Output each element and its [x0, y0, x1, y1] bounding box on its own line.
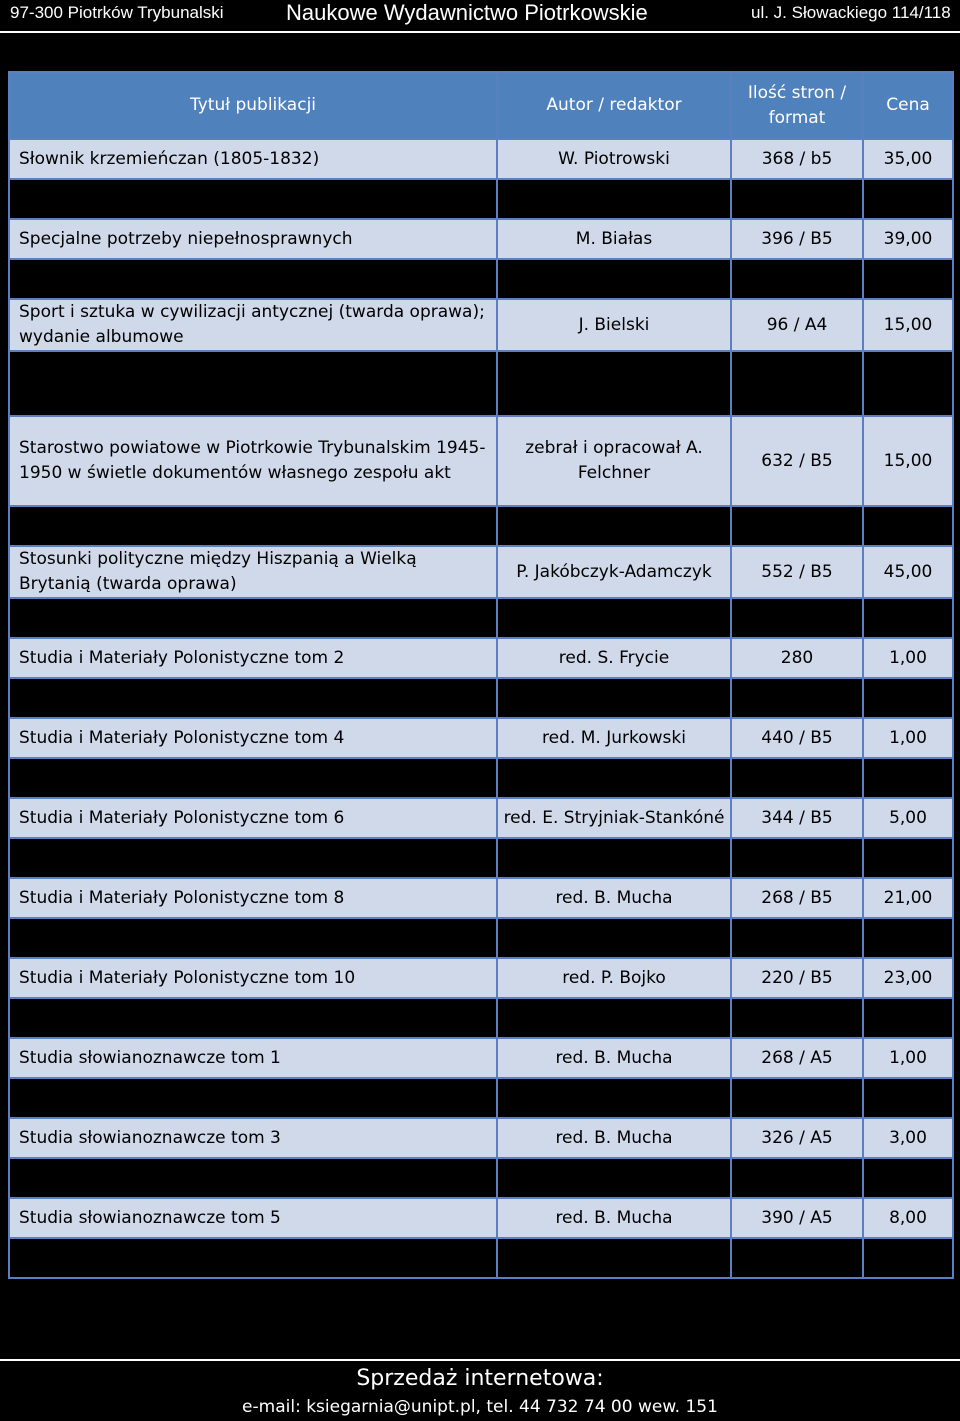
table-row	[9, 798, 953, 838]
table-row	[9, 1198, 953, 1238]
cell-author: red. P. Bojko	[497, 958, 731, 998]
cell-pages: 440 / B5	[731, 718, 863, 758]
table-row	[9, 416, 953, 506]
cell-author: P. Jakóbczyk-Adamczyk	[497, 546, 731, 598]
cell-price: 5,00	[863, 998, 953, 1038]
column-header-author: Autor / redaktor	[497, 72, 731, 139]
cell-author: J. Kukulski	[497, 506, 731, 546]
cell-pages: 170 / a5	[731, 179, 863, 219]
table-row	[9, 678, 953, 718]
cell-pages: 212 / B5	[731, 598, 863, 638]
cell-price: 24,00	[863, 838, 953, 878]
cell-price: 5,00	[863, 798, 953, 838]
cell-author: D. Mucha	[497, 179, 731, 219]
cell-pages: 286 / B5	[731, 838, 863, 878]
cell-pages: 416 / B5	[731, 506, 863, 546]
cell-title: Studia i Materiały Polonistyczne tom 2	[9, 638, 497, 678]
cell-title: Słownik krzemieńczan (1805-1832)	[9, 139, 497, 179]
cell-price: 15,00	[863, 416, 953, 506]
table-body	[9, 139, 953, 1278]
cell-pages: 268 / A5	[731, 1038, 863, 1078]
cell-pages: 96 / A4	[731, 299, 863, 351]
column-header-title: Tytuł publikacji	[9, 72, 497, 139]
cell-author: red. B. Mucha	[497, 1158, 731, 1198]
cell-author: red. B. Mucha	[497, 1198, 731, 1238]
cell-title: Studia i Materiały Polonistyczne tom 6	[9, 798, 497, 838]
cell-author: red. A. Dębska	[497, 259, 731, 299]
cell-pages: 280 / B5	[731, 918, 863, 958]
cell-title: Specjalne potrzeby niepełnosprawnych	[9, 219, 497, 259]
cell-title: Studia o prozie	[9, 998, 497, 1038]
cell-author: red. B. Mucha	[497, 1038, 731, 1078]
cell-author: red. B. Mucha	[497, 1078, 731, 1118]
cell-price: 24,00	[863, 506, 953, 546]
cell-title: Studia i Materiały Polonistyczne tom 4	[9, 718, 497, 758]
cell-pages: 396 / B5	[731, 219, 863, 259]
cell-author: red. E. Stryjniak-Stankóné	[497, 798, 731, 838]
table-row	[9, 506, 953, 546]
cell-price: 8,00	[863, 1158, 953, 1198]
cell-pages: 392 / A5	[731, 1158, 863, 1198]
cell-pages: 218 / B5	[731, 259, 863, 299]
cell-price: 26,00	[863, 1238, 953, 1278]
cell-author: W Piotrowski	[497, 998, 731, 1038]
table-row	[9, 1038, 953, 1078]
cell-title: Studia słowianoznawcze tom 4	[9, 1158, 497, 1198]
footer-divider	[0, 1359, 960, 1361]
cell-author: red. S. Gala	[497, 678, 731, 718]
cell-price: 26,00	[863, 918, 953, 958]
table-row	[9, 219, 953, 259]
cell-price: 1,00	[863, 598, 953, 638]
cell-pages: 220 / B5	[731, 958, 863, 998]
cell-author: red. W. Nawrocki	[497, 598, 731, 638]
cell-title: Społeczeństwo polskie w pierwszej dekadzie XXI wieku	[9, 259, 497, 299]
cell-title: Studia i Materiały Polonistyczne tom 8	[9, 878, 497, 918]
cell-author: red. M. Jurkowski	[497, 718, 731, 758]
publications-table	[8, 71, 954, 1279]
cell-title: Studia słowianoznawcze tom 5	[9, 1198, 497, 1238]
cell-pages: 368 / b5	[731, 139, 863, 179]
table-row	[9, 139, 953, 179]
table-header-row	[9, 72, 953, 139]
table-row	[9, 1118, 953, 1158]
cell-title: Stanisław Wyspiański – człowiek wszechstronny. Rozprawy z kultury i literaturoznawstwa	[9, 351, 497, 416]
footer-contact: e-mail: ksiegarnia@unipt.pl, tel. 44 732 74 00 wew. 151	[242, 1397, 718, 1417]
cell-pages: 332 / B5	[731, 758, 863, 798]
cell-title: Studia i Materiały Polonistyczne tom 5	[9, 758, 497, 798]
cell-author: M. Białas	[497, 219, 731, 259]
cell-title: Studia i Materiały Polonistyczne tom 10	[9, 958, 497, 998]
table-row	[9, 758, 953, 798]
cell-price: 1,00	[863, 1038, 953, 1078]
table-row	[9, 998, 953, 1038]
cell-title: Studia i Materiały Polonistyczne tom 7	[9, 838, 497, 878]
cell-title: Sto lat Rosji w Królestwie Polskim (1815-1915)	[9, 506, 497, 546]
cell-price: 35,00	[863, 139, 953, 179]
cell-title: Studia i Materiały Polonistyczne tom 3	[9, 678, 497, 718]
cell-price: 39,00	[863, 219, 953, 259]
cell-pages: 326 / A5	[731, 1118, 863, 1158]
cell-title: Studia i Materiały Polonistyczne tom 1	[9, 598, 497, 638]
cell-price: 1,00	[863, 638, 953, 678]
cell-price: 23,00	[863, 259, 953, 299]
cell-title: Studia i Materiały Polonistyczne tom 9	[9, 918, 497, 958]
cell-title: Starostwo powiatowe w Piotrkowie Trybunalskim 1945-1950 w świetle dokumentów własnego zespołu akt	[9, 416, 497, 506]
footer-title: Sprzedaż internetowa:	[356, 1366, 604, 1391]
cell-price: 5,00	[863, 758, 953, 798]
table-row	[9, 546, 953, 598]
cell-title: Studia słowianoznawcze tom 6	[9, 1238, 497, 1278]
column-header-price: Cena	[863, 72, 953, 139]
cell-author: red. U. Żydek-Bednarczuk	[497, 758, 731, 798]
address-right: ul. J. Słowackiego 114/118	[751, 3, 951, 22]
cell-author: J. Bielski	[497, 299, 731, 351]
cell-title: Sport i sztuka w cywilizacji antycznej (twarda oprawa); wydanie albumowe	[9, 299, 497, 351]
cell-title: Studia słowianoznawcze tom 2	[9, 1078, 497, 1118]
table-row	[9, 1078, 953, 1118]
cell-pages: 390 / A5	[731, 1198, 863, 1238]
cell-price: 1,00	[863, 718, 953, 758]
cell-price: 45,00	[863, 546, 953, 598]
cell-author: red. W. Piotrowski	[497, 351, 731, 416]
table-row	[9, 638, 953, 678]
cell-author: red. B. Mucha	[497, 878, 731, 918]
cell-pages: 196 / A5	[731, 998, 863, 1038]
cell-price: 8,00	[863, 179, 953, 219]
table-row	[9, 838, 953, 878]
publisher-name: Naukowe Wydawnictwo Piotrkowskie	[286, 0, 648, 25]
cell-author: red. S. Frycie	[497, 638, 731, 678]
cell-price: 23,00	[863, 958, 953, 998]
cell-pages: 344 / B5	[731, 798, 863, 838]
page-header	[0, 0, 960, 30]
cell-title: Studia słowianoznawcze tom 1	[9, 1038, 497, 1078]
table-row	[9, 718, 953, 758]
cell-price: 25,00	[863, 351, 953, 416]
cell-author: W. Piotrowski	[497, 139, 731, 179]
table-row	[9, 1158, 953, 1198]
table-row	[9, 351, 953, 416]
cell-title: Słyszę szept skrzydeł	[9, 179, 497, 219]
table-row	[9, 958, 953, 998]
table-row	[9, 299, 953, 351]
cell-pages: 268 / B5	[731, 878, 863, 918]
cell-pages: 296 / B5	[731, 678, 863, 718]
cell-price: 3,00	[863, 1118, 953, 1158]
table-row	[9, 918, 953, 958]
header-divider	[0, 31, 960, 33]
cell-author: red. P. Bojko	[497, 918, 731, 958]
cell-title: Stosunki polityczne między Hiszpanią a Wielką Brytanią (twarda oprawa)	[9, 546, 497, 598]
table-row	[9, 1238, 953, 1278]
cell-pages: 314 / B5	[731, 351, 863, 416]
cell-author: red. B. Mucha	[497, 1118, 731, 1158]
cell-price: 1,00	[863, 678, 953, 718]
cell-price: 8,00	[863, 1198, 953, 1238]
cell-author: red. A. Chruszczyński	[497, 838, 731, 878]
table-row	[9, 878, 953, 918]
column-header-pages: Ilość stron / format	[731, 72, 863, 139]
cell-title: Studia słowianoznawcze tom 3	[9, 1118, 497, 1158]
cell-author: red. B. Mucha	[497, 1238, 731, 1278]
cell-pages: 632 / B5	[731, 416, 863, 506]
table-row	[9, 179, 953, 219]
cell-pages: 438 / A5	[731, 1238, 863, 1278]
cell-author: zebrał i opracował A. Felchner	[497, 416, 731, 506]
cell-pages: 334 / A5	[731, 1078, 863, 1118]
table-row	[9, 259, 953, 299]
cell-price: 1,00	[863, 1078, 953, 1118]
cell-pages: 552 / B5	[731, 546, 863, 598]
cell-pages: 280	[731, 638, 863, 678]
cell-price: 21,00	[863, 878, 953, 918]
address-left: 97-300 Piotrków Trybunalski	[10, 3, 224, 22]
table-row	[9, 598, 953, 638]
cell-price: 15,00	[863, 299, 953, 351]
